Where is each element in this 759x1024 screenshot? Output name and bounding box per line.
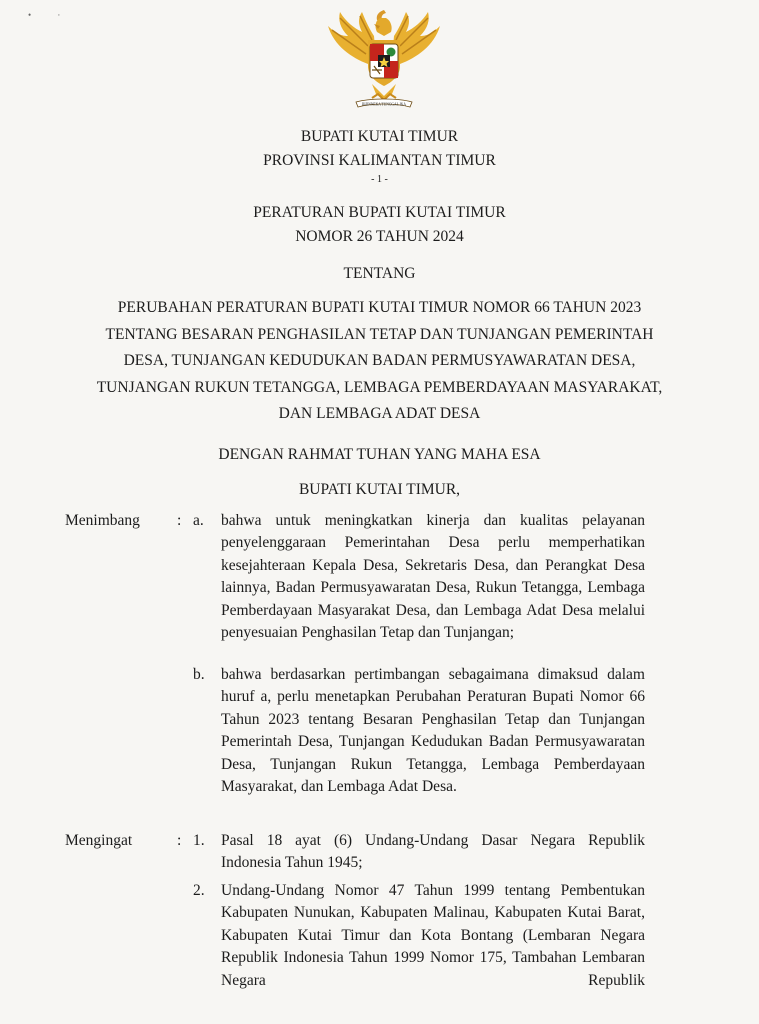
regulation-heading bbox=[0, 201, 759, 249]
province-title: PROVINSI KALIMANTAN TIMUR bbox=[263, 152, 496, 169]
mengingat-label: Mengingat bbox=[65, 832, 133, 849]
mengingat-marker-1: 1. bbox=[193, 832, 205, 849]
garuda-emblem-icon bbox=[322, 6, 446, 110]
mengingat-item-2: Undang-Undang Nomor 47 Tahun 1999 tentang Pembentukan Kabupaten Nunukan, Kabupaten Malinau, Kabupaten Kutai Barat, Kabupaten Kutai Timur dan Kota Bontang (Lembaran Negara Republik Indonesia Tahun 1999 Nomor 175, Tambahan Lembaran Negara Republik bbox=[221, 882, 645, 989]
official-title: BUPATI KUTAI TIMUR bbox=[300, 128, 459, 145]
regulation-title: PERATURAN BUPATI KUTAI TIMUR bbox=[253, 204, 506, 221]
regulation-subject bbox=[0, 295, 759, 428]
menimbang-item-a: bahwa untuk meningkatkan kinerja dan kualitas pelayanan penyelenggaraan Pemerintahan Desa perlu memperhatikan kesejahteraan Kepala Desa, Sekretaris Desa, dan Perangkat Desa lainnya, Badan Permusyawaratan Desa, Rukun Tetangga, Lembaga Pemberdayaan Masyarakat Desa, dan Lembaga Adat Desa melalui penyesuaian Penghasilan Tetap dan Tunjangan; bbox=[221, 512, 645, 642]
menimbang-colon: : bbox=[177, 512, 182, 529]
about-label: TENTANG bbox=[343, 265, 416, 282]
mengingat-colon: : bbox=[177, 832, 182, 849]
subject-line: TUNJANGAN RUKUN TETANGGA, LEMBAGA PEMBERDAYAAN MASYARAKAT, bbox=[96, 378, 663, 396]
mengingat-marker-2: 2. bbox=[193, 882, 205, 899]
subject-line: PERUBAHAN PERATURAN BUPATI KUTAI TIMUR NOMOR 66 TAHUN 2023 bbox=[117, 299, 642, 316]
subject-line: DAN LEMBAGA ADAT DESA bbox=[278, 405, 481, 422]
issuer: BUPATI KUTAI TIMUR, bbox=[298, 481, 461, 498]
scan-specks: • · bbox=[28, 10, 73, 20]
invocation: DENGAN RAHMAT TUHAN YANG MAHA ESA bbox=[218, 446, 541, 463]
regulation-number: NOMOR 26 TAHUN 2024 bbox=[295, 228, 464, 245]
menimbang-marker-a: a. bbox=[193, 512, 204, 529]
menimbang-item-b: bahwa berdasarkan pertimbangan sebagaimana dimaksud dalam huruf a, perlu menetapkan Perubahan Peraturan Bupati Nomor 66 Tahun 2023 tentang Besaran Penghasilan Tetap dan Tunjangan Pemerintah Desa, Tunjangan Kedudukan Badan Permusyawaratan Desa, Tunjangan Rukun Tetangga, Lembaga Pemberdayaan Masyarakat, dan Lembaga Adat Desa. bbox=[221, 666, 645, 796]
page-number: - 1 - bbox=[371, 174, 388, 185]
mengingat-item-1: Pasal 18 ayat (6) Undang-Undang Dasar Negara Republik Indonesia Tahun 1945; bbox=[221, 832, 645, 872]
menimbang-marker-b: b. bbox=[193, 666, 205, 683]
subject-line: TENTANG BESARAN PENGHASILAN TETAP DAN TUNJANGAN PEMERINTAH bbox=[105, 325, 654, 343]
subject-line: DESA, TUNJANGAN KEDUDUKAN BADAN PERMUSYAWARATAN DESA, bbox=[123, 352, 636, 369]
document-header bbox=[0, 125, 759, 187]
emblem-motto: BHINNEKA TUNGGAL IKA bbox=[362, 102, 406, 107]
menimbang-label: Menimbang bbox=[65, 512, 140, 529]
